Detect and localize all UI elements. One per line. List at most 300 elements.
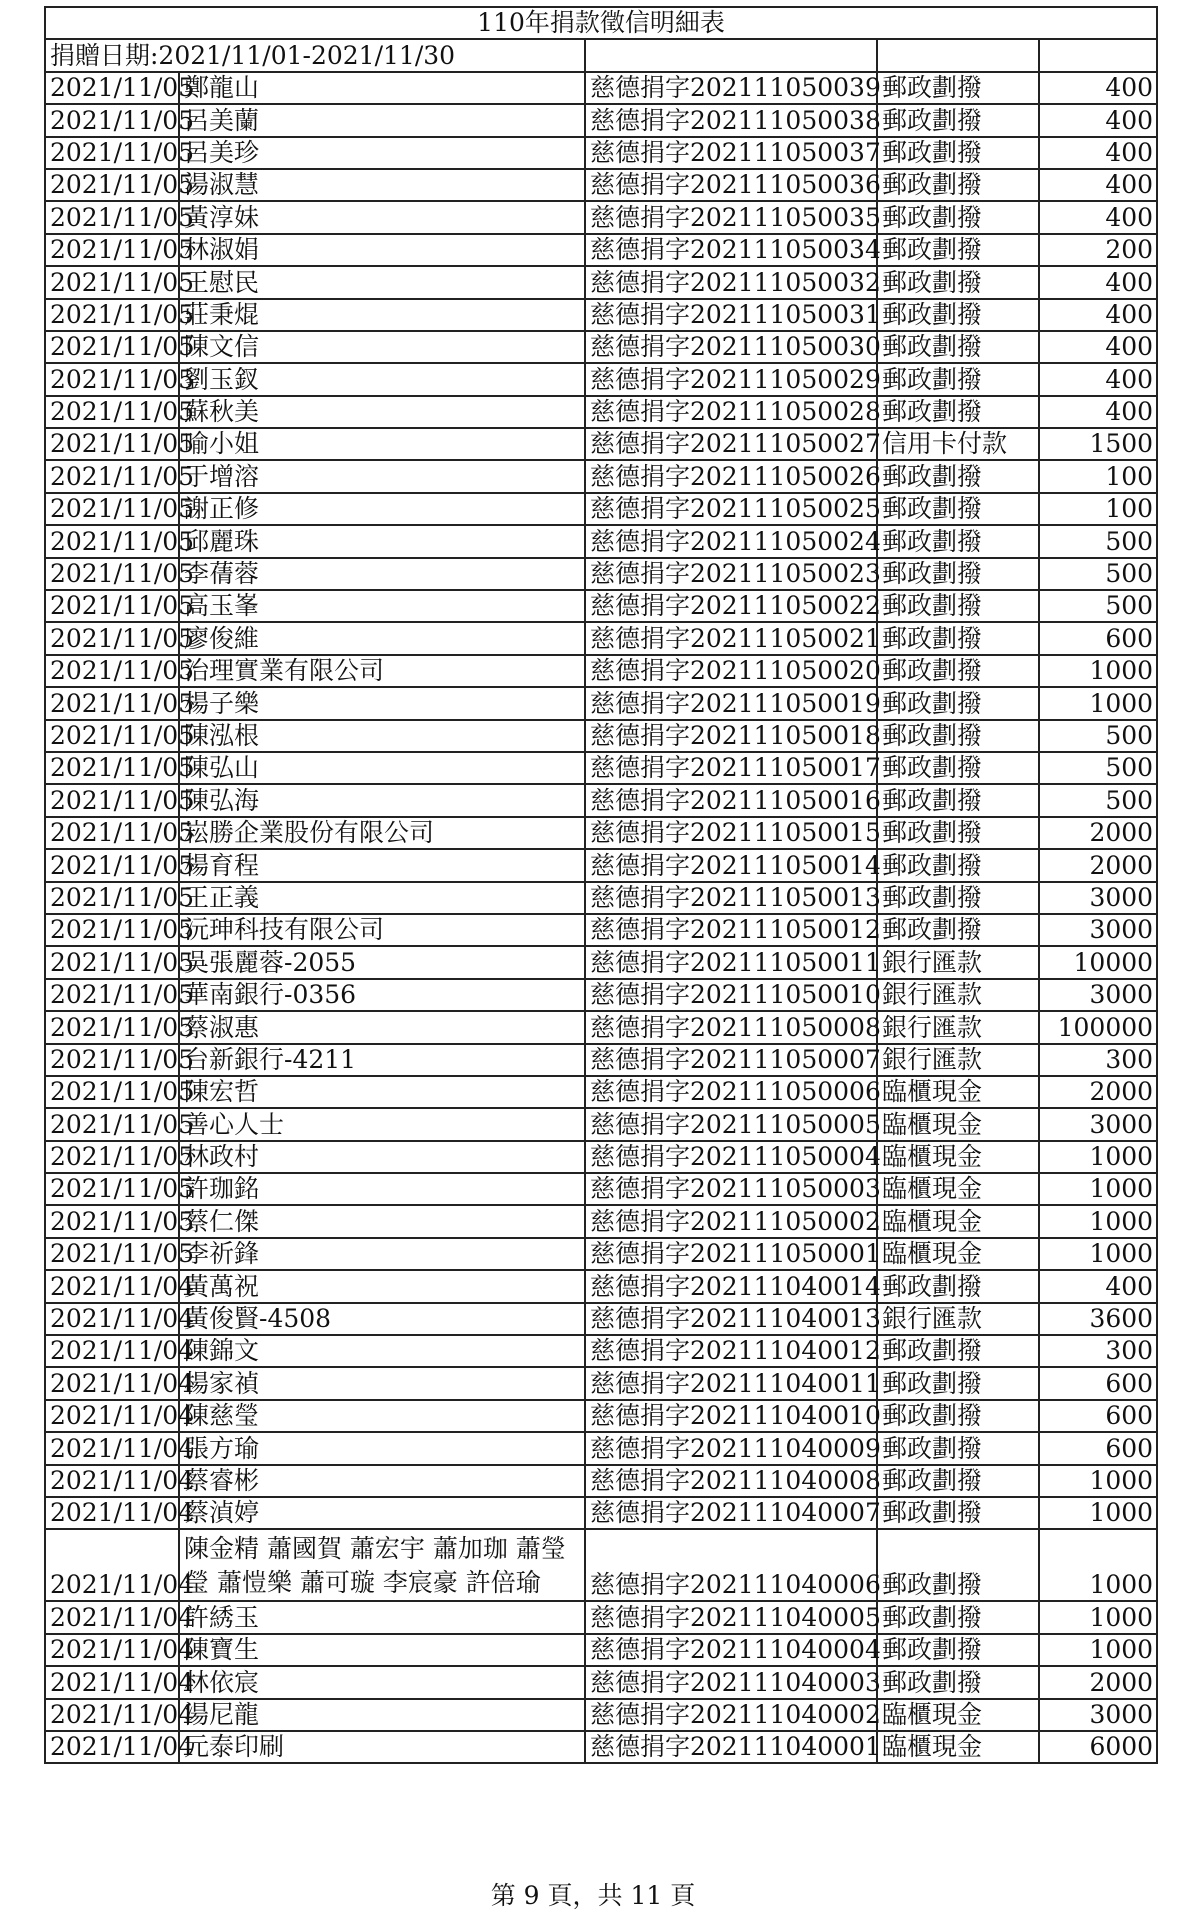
donation-date: 2021/11/04 (45, 1432, 179, 1464)
donation-date: 2021/11/05 (45, 493, 179, 525)
donation-amount: 1000 (1039, 1173, 1157, 1205)
donor-name: 黃淳妹 (179, 201, 585, 233)
payment-method: 郵政劃撥 (877, 137, 1039, 169)
payment-method: 郵政劃撥 (877, 1465, 1039, 1497)
payment-method: 郵政劃撥 (877, 914, 1039, 946)
receipt-number: 慈德捐字202111050018 (585, 720, 877, 752)
donor-name: 治理實業有限公司 (179, 655, 585, 687)
receipt-number: 慈德捐字202111050003 (585, 1173, 877, 1205)
donor-name: 元泰印刷 (179, 1731, 585, 1763)
table-row (45, 169, 1157, 201)
donation-date: 2021/11/05 (45, 979, 179, 1011)
donor-name: 陳文信 (179, 331, 585, 363)
donation-date: 2021/11/05 (45, 882, 179, 914)
donor-name: 崧勝企業股份有限公司 (179, 817, 585, 849)
table-row (45, 1497, 1157, 1529)
receipt-number: 慈德捐字202111040003 (585, 1666, 877, 1698)
table-row (45, 882, 1157, 914)
table-row (45, 331, 1157, 363)
donation-amount: 400 (1039, 169, 1157, 201)
donation-date: 2021/11/05 (45, 201, 179, 233)
table-row (45, 655, 1157, 687)
donation-amount: 500 (1039, 525, 1157, 557)
payment-method: 臨櫃現金 (877, 1699, 1039, 1731)
period-row (45, 39, 1157, 71)
donation-amount: 100000 (1039, 1011, 1157, 1043)
payment-method: 臨櫃現金 (877, 1173, 1039, 1205)
donor-name: 善心人士 (179, 1108, 585, 1140)
donation-date: 2021/11/05 (45, 1238, 179, 1270)
payment-method: 郵政劃撥 (877, 655, 1039, 687)
receipt-number: 慈德捐字202111040005 (585, 1601, 877, 1633)
donation-date: 2021/11/04 (45, 1699, 179, 1731)
table-row (45, 914, 1157, 946)
donor-name: 沅珅科技有限公司 (179, 914, 585, 946)
payment-method: 郵政劃撥 (877, 1270, 1039, 1302)
receipt-number: 慈德捐字202111050032 (585, 266, 877, 298)
donation-amount: 2000 (1039, 1076, 1157, 1108)
empty-cell (585, 39, 877, 71)
table-row (45, 1400, 1157, 1432)
table-row (45, 622, 1157, 654)
donor-name: 湯尼龍 (179, 1699, 585, 1731)
payment-method: 臨櫃現金 (877, 1141, 1039, 1173)
receipt-number: 慈德捐字202111050016 (585, 784, 877, 816)
table-row (45, 849, 1157, 881)
donor-name: 于增溶 (179, 460, 585, 492)
receipt-number: 慈德捐字202111050024 (585, 525, 877, 557)
table-row (45, 1141, 1157, 1173)
donor-name: 李蒨蓉 (179, 558, 585, 590)
payment-method: 郵政劃撥 (877, 622, 1039, 654)
payment-method: 郵政劃撥 (877, 1666, 1039, 1698)
donation-amount: 1000 (1039, 1465, 1157, 1497)
donor-name: 張方瑜 (179, 1432, 585, 1464)
donation-date: 2021/11/05 (45, 687, 179, 719)
receipt-number: 慈德捐字202111050002 (585, 1205, 877, 1237)
donation-amount: 600 (1039, 1367, 1157, 1399)
payment-method: 郵政劃撥 (877, 266, 1039, 298)
donation-date: 2021/11/04 (45, 1529, 179, 1601)
payment-method: 銀行匯款 (877, 1303, 1039, 1335)
donation-amount: 600 (1039, 1432, 1157, 1464)
receipt-number: 慈德捐字202111040014 (585, 1270, 877, 1302)
receipt-number: 慈德捐字202111050006 (585, 1076, 877, 1108)
donation-date: 2021/11/05 (45, 590, 179, 622)
table-row (45, 1238, 1157, 1270)
payment-method: 臨櫃現金 (877, 1238, 1039, 1270)
donation-amount: 100 (1039, 493, 1157, 525)
donor-name: 謝正修 (179, 493, 585, 525)
payment-method: 郵政劃撥 (877, 72, 1039, 104)
donation-amount: 400 (1039, 1270, 1157, 1302)
table-row (45, 784, 1157, 816)
donation-amount: 3000 (1039, 1108, 1157, 1140)
receipt-number: 慈德捐字202111050029 (585, 363, 877, 395)
table-row (45, 460, 1157, 492)
donation-date: 2021/11/05 (45, 784, 179, 816)
receipt-number: 慈德捐字202111050004 (585, 1141, 877, 1173)
payment-method: 郵政劃撥 (877, 687, 1039, 719)
table-row (45, 590, 1157, 622)
donor-name: 楊育程 (179, 849, 585, 881)
donation-date: 2021/11/04 (45, 1270, 179, 1302)
donation-amount: 300 (1039, 1044, 1157, 1076)
donor-name: 林政村 (179, 1141, 585, 1173)
donation-amount: 400 (1039, 72, 1157, 104)
donation-amount: 6000 (1039, 1731, 1157, 1763)
receipt-number: 慈德捐字202111050036 (585, 169, 877, 201)
donor-name: 王慰民 (179, 266, 585, 298)
donation-date: 2021/11/05 (45, 1011, 179, 1043)
receipt-number: 慈德捐字202111040009 (585, 1432, 877, 1464)
table-row (45, 299, 1157, 331)
receipt-number: 慈德捐字202111050028 (585, 396, 877, 428)
payment-method: 臨櫃現金 (877, 1076, 1039, 1108)
donation-amount: 500 (1039, 590, 1157, 622)
table-row (45, 137, 1157, 169)
receipt-number: 慈德捐字202111040007 (585, 1497, 877, 1529)
donor-name: 陳寶生 (179, 1634, 585, 1666)
receipt-number: 慈德捐字202111050038 (585, 104, 877, 136)
receipt-number: 慈德捐字202111050001 (585, 1238, 877, 1270)
payment-method: 郵政劃撥 (877, 493, 1039, 525)
payment-method: 郵政劃撥 (877, 882, 1039, 914)
table-row (45, 946, 1157, 978)
donation-amount: 400 (1039, 137, 1157, 169)
donation-amount: 1000 (1039, 1497, 1157, 1529)
table-row (45, 396, 1157, 428)
donation-amount: 500 (1039, 784, 1157, 816)
donation-amount: 400 (1039, 396, 1157, 428)
donation-date: 2021/11/05 (45, 622, 179, 654)
payment-method: 郵政劃撥 (877, 1634, 1039, 1666)
donation-amount: 500 (1039, 558, 1157, 590)
donation-date: 2021/11/05 (45, 655, 179, 687)
donor-name: 陳金精 蕭國賀 蕭宏宇 蕭加珈 蕭瑩瑩 蕭愷樂 蕭可璇 李宸豪 許倍瑜 (179, 1529, 585, 1601)
donation-amount: 400 (1039, 266, 1157, 298)
donor-name: 莊秉焜 (179, 299, 585, 331)
payment-method: 銀行匯款 (877, 979, 1039, 1011)
table-row (45, 1432, 1157, 1464)
payment-method: 郵政劃撥 (877, 1432, 1039, 1464)
table-row (45, 558, 1157, 590)
table-row (45, 266, 1157, 298)
receipt-number: 慈德捐字202111040011 (585, 1367, 877, 1399)
donation-amount: 3000 (1039, 914, 1157, 946)
donation-date: 2021/11/05 (45, 428, 179, 460)
table-row (45, 720, 1157, 752)
donation-amount: 200 (1039, 234, 1157, 266)
donation-date: 2021/11/04 (45, 1400, 179, 1432)
donation-amount: 1000 (1039, 1601, 1157, 1633)
donation-date: 2021/11/04 (45, 1367, 179, 1399)
donor-name: 蔡睿彬 (179, 1465, 585, 1497)
table-row (45, 752, 1157, 784)
payment-method: 郵政劃撥 (877, 299, 1039, 331)
donation-date: 2021/11/05 (45, 1076, 179, 1108)
empty-cell (1039, 39, 1157, 71)
table-row (45, 817, 1157, 849)
table-row (45, 72, 1157, 104)
donation-date: 2021/11/04 (45, 1731, 179, 1763)
donor-name: 劉玉釵 (179, 363, 585, 395)
donation-date: 2021/11/04 (45, 1601, 179, 1633)
receipt-number: 慈德捐字202111040001 (585, 1731, 877, 1763)
table-row (45, 1634, 1157, 1666)
donation-date: 2021/11/05 (45, 720, 179, 752)
donation-amount: 300 (1039, 1335, 1157, 1367)
receipt-number: 慈德捐字202111050017 (585, 752, 877, 784)
receipt-number: 慈德捐字202111050005 (585, 1108, 877, 1140)
receipt-number: 慈德捐字202111040013 (585, 1303, 877, 1335)
table-row (45, 1529, 1157, 1601)
receipt-number: 慈德捐字202111040010 (585, 1400, 877, 1432)
payment-method: 郵政劃撥 (877, 1601, 1039, 1633)
payment-method: 臨櫃現金 (877, 1205, 1039, 1237)
donation-date: 2021/11/05 (45, 1044, 179, 1076)
title-row (45, 7, 1157, 39)
empty-cell (877, 39, 1039, 71)
table-row (45, 1044, 1157, 1076)
payment-method: 郵政劃撥 (877, 104, 1039, 136)
receipt-number: 慈德捐字202111050039 (585, 72, 877, 104)
table-row (45, 1108, 1157, 1140)
payment-method: 郵政劃撥 (877, 1497, 1039, 1529)
donation-date: 2021/11/05 (45, 137, 179, 169)
donor-name: 台新銀行-4211 (179, 1044, 585, 1076)
donation-amount: 100 (1039, 460, 1157, 492)
payment-method: 郵政劃撥 (877, 363, 1039, 395)
payment-method: 郵政劃撥 (877, 849, 1039, 881)
donor-name: 呂美珍 (179, 137, 585, 169)
donation-amount: 1000 (1039, 687, 1157, 719)
donation-date: 2021/11/05 (45, 946, 179, 978)
table-row (45, 363, 1157, 395)
donor-name: 陳宏哲 (179, 1076, 585, 1108)
donation-amount: 500 (1039, 720, 1157, 752)
receipt-number: 慈德捐字202111050008 (585, 1011, 877, 1043)
payment-method: 郵政劃撥 (877, 752, 1039, 784)
donation-date: 2021/11/05 (45, 1141, 179, 1173)
payment-method: 郵政劃撥 (877, 558, 1039, 590)
donation-date: 2021/11/05 (45, 1108, 179, 1140)
table-row (45, 201, 1157, 233)
receipt-number: 慈德捐字202111040004 (585, 1634, 877, 1666)
donation-date: 2021/11/05 (45, 363, 179, 395)
receipt-number: 慈德捐字202111050013 (585, 882, 877, 914)
donor-name: 林依宸 (179, 1666, 585, 1698)
table-title: 110年捐款徵信明細表 (45, 7, 1157, 39)
receipt-number: 慈德捐字202111050015 (585, 817, 877, 849)
donor-name: 蔡淑惠 (179, 1011, 585, 1043)
table-row (45, 1601, 1157, 1633)
donation-amount: 2000 (1039, 1666, 1157, 1698)
donor-name: 喻小姐 (179, 428, 585, 460)
receipt-number: 慈德捐字202111050035 (585, 201, 877, 233)
donor-name: 楊家禎 (179, 1367, 585, 1399)
table-row (45, 1173, 1157, 1205)
receipt-number: 慈德捐字202111040008 (585, 1465, 877, 1497)
table-row (45, 1270, 1157, 1302)
donation-date: 2021/11/05 (45, 266, 179, 298)
donor-name: 楊子樂 (179, 687, 585, 719)
donation-date: 2021/11/05 (45, 1173, 179, 1205)
receipt-number: 慈德捐字202111050030 (585, 331, 877, 363)
table-row (45, 1367, 1157, 1399)
donation-amount: 3000 (1039, 979, 1157, 1011)
payment-method: 銀行匯款 (877, 1044, 1039, 1076)
donor-name: 陳慈瑩 (179, 1400, 585, 1432)
donation-amount: 10000 (1039, 946, 1157, 978)
donation-date: 2021/11/04 (45, 1303, 179, 1335)
payment-method: 郵政劃撥 (877, 331, 1039, 363)
payment-method: 銀行匯款 (877, 946, 1039, 978)
table-row (45, 1666, 1157, 1698)
payment-method: 臨櫃現金 (877, 1108, 1039, 1140)
table-row (45, 234, 1157, 266)
donation-amount: 400 (1039, 331, 1157, 363)
donation-date: 2021/11/05 (45, 525, 179, 557)
donation-amount: 3600 (1039, 1303, 1157, 1335)
table-row (45, 525, 1157, 557)
payment-method: 郵政劃撥 (877, 169, 1039, 201)
receipt-number: 慈德捐字202111050023 (585, 558, 877, 590)
table-row (45, 1699, 1157, 1731)
donor-name: 吳張麗蓉-2055 (179, 946, 585, 978)
donation-amount: 1000 (1039, 1141, 1157, 1173)
donation-date: 2021/11/05 (45, 396, 179, 428)
donation-amount: 3000 (1039, 882, 1157, 914)
table-row (45, 104, 1157, 136)
donation-period: 捐贈日期:2021/11/01-2021/11/30 (45, 39, 585, 71)
donation-date: 2021/11/05 (45, 914, 179, 946)
donation-date: 2021/11/05 (45, 331, 179, 363)
payment-method: 郵政劃撥 (877, 1529, 1039, 1601)
page-footer: 第 9 頁，共 11 頁 (490, 1881, 696, 1910)
receipt-number: 慈德捐字202111050011 (585, 946, 877, 978)
donation-date: 2021/11/05 (45, 460, 179, 492)
donation-date: 2021/11/04 (45, 1497, 179, 1529)
table-row (45, 979, 1157, 1011)
donation-date: 2021/11/05 (45, 817, 179, 849)
donor-name: 鄭龍山 (179, 72, 585, 104)
donation-date: 2021/11/04 (45, 1634, 179, 1666)
receipt-number: 慈德捐字202111050014 (585, 849, 877, 881)
donation-amount: 400 (1039, 201, 1157, 233)
receipt-number: 慈德捐字202111050019 (585, 687, 877, 719)
payment-method: 郵政劃撥 (877, 720, 1039, 752)
donor-name: 邱麗珠 (179, 525, 585, 557)
table-row (45, 1335, 1157, 1367)
donation-date: 2021/11/05 (45, 169, 179, 201)
table-row (45, 493, 1157, 525)
donation-date: 2021/11/04 (45, 1465, 179, 1497)
table-row (45, 1303, 1157, 1335)
donation-amount: 3000 (1039, 1699, 1157, 1731)
payment-method: 郵政劃撥 (877, 460, 1039, 492)
donation-amount: 400 (1039, 299, 1157, 331)
donation-amount: 2000 (1039, 849, 1157, 881)
donation-date: 2021/11/05 (45, 299, 179, 331)
donation-amount: 2000 (1039, 817, 1157, 849)
donor-name: 陳錦文 (179, 1335, 585, 1367)
donor-name: 蔡仁傑 (179, 1205, 585, 1237)
receipt-number: 慈德捐字202111050025 (585, 493, 877, 525)
donation-amount: 400 (1039, 104, 1157, 136)
table-row (45, 1731, 1157, 1763)
receipt-number: 慈德捐字202111040006 (585, 1529, 877, 1601)
donor-name: 林淑娟 (179, 234, 585, 266)
donor-name: 黃萬祝 (179, 1270, 585, 1302)
donor-name: 許綉玉 (179, 1601, 585, 1633)
table-row (45, 1465, 1157, 1497)
receipt-number: 慈德捐字202111050031 (585, 299, 877, 331)
donor-name: 陳泓根 (179, 720, 585, 752)
donor-name: 李祈鋒 (179, 1238, 585, 1270)
donor-name: 陳弘海 (179, 784, 585, 816)
receipt-number: 慈德捐字202111050007 (585, 1044, 877, 1076)
table-row (45, 1205, 1157, 1237)
donation-date: 2021/11/05 (45, 558, 179, 590)
donation-amount: 600 (1039, 622, 1157, 654)
table-row (45, 687, 1157, 719)
donation-amount: 400 (1039, 363, 1157, 395)
donation-amount: 600 (1039, 1400, 1157, 1432)
donor-name: 高玉峯 (179, 590, 585, 622)
donation-date: 2021/11/04 (45, 1335, 179, 1367)
donor-name: 黃俊賢-4508 (179, 1303, 585, 1335)
payment-method: 郵政劃撥 (877, 201, 1039, 233)
donor-name: 許珈銘 (179, 1173, 585, 1205)
donation-date: 2021/11/05 (45, 849, 179, 881)
donation-date: 2021/11/04 (45, 1666, 179, 1698)
receipt-number: 慈德捐字202111050034 (585, 234, 877, 266)
donation-date: 2021/11/05 (45, 1205, 179, 1237)
donation-amount: 1000 (1039, 1238, 1157, 1270)
payment-method: 郵政劃撥 (877, 1367, 1039, 1399)
payment-method: 郵政劃撥 (877, 525, 1039, 557)
payment-method: 信用卡付款 (877, 428, 1039, 460)
payment-method: 郵政劃撥 (877, 590, 1039, 622)
donor-name: 廖俊維 (179, 622, 585, 654)
donation-amount: 1000 (1039, 1529, 1157, 1601)
donation-amount: 500 (1039, 752, 1157, 784)
table-row (45, 1076, 1157, 1108)
donor-name: 蘇秋美 (179, 396, 585, 428)
receipt-number: 慈德捐字202111050010 (585, 979, 877, 1011)
receipt-number: 慈德捐字202111050037 (585, 137, 877, 169)
donation-amount: 1500 (1039, 428, 1157, 460)
receipt-number: 慈德捐字202111040002 (585, 1699, 877, 1731)
payment-method: 郵政劃撥 (877, 817, 1039, 849)
table-row (45, 1011, 1157, 1043)
payment-method: 郵政劃撥 (877, 784, 1039, 816)
table-row (45, 428, 1157, 460)
donor-name: 湯淑慧 (179, 169, 585, 201)
donation-date: 2021/11/05 (45, 104, 179, 136)
receipt-number: 慈德捐字202111050020 (585, 655, 877, 687)
receipt-number: 慈德捐字202111050026 (585, 460, 877, 492)
donor-name: 王正義 (179, 882, 585, 914)
donation-date: 2021/11/05 (45, 72, 179, 104)
donor-name: 華南銀行-0356 (179, 979, 585, 1011)
payment-method: 郵政劃撥 (877, 396, 1039, 428)
donation-table (44, 6, 1158, 1764)
donation-date: 2021/11/05 (45, 752, 179, 784)
payment-method: 郵政劃撥 (877, 1400, 1039, 1432)
payment-method: 臨櫃現金 (877, 1731, 1039, 1763)
